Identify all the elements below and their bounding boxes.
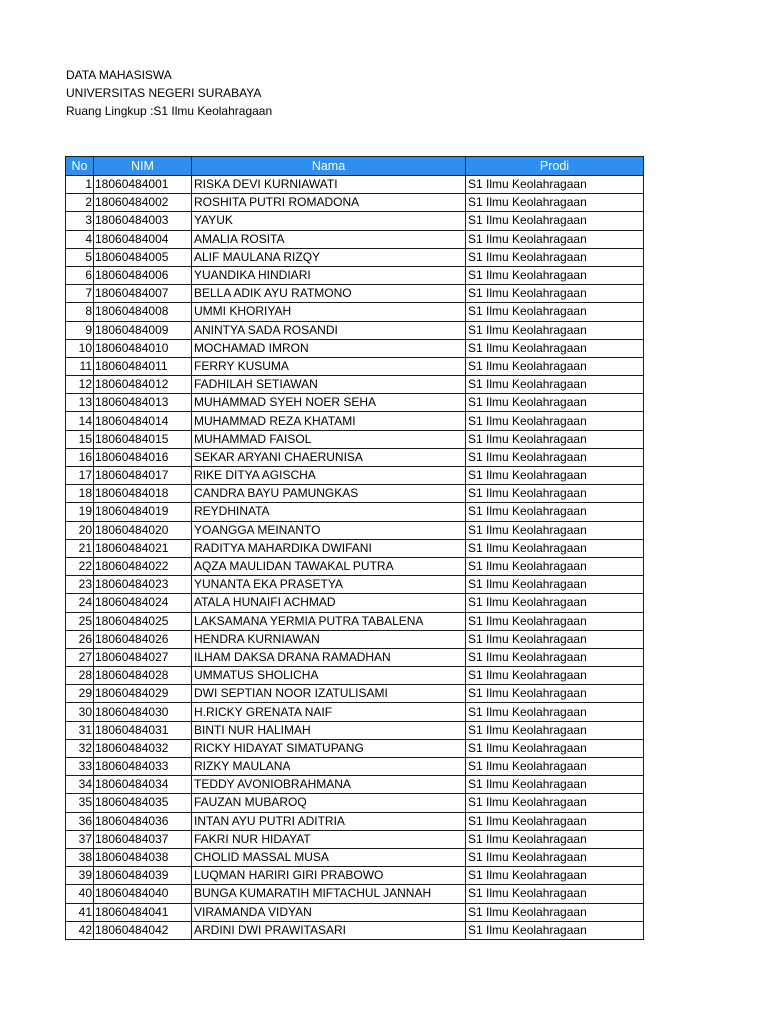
table-row xyxy=(66,576,644,594)
cell-no: 27 xyxy=(66,648,94,666)
university-name: UNIVERSITAS NEGERI SURABAYA xyxy=(66,86,262,100)
cell-prodi: S1 Ilmu Keolahragaan xyxy=(466,557,644,575)
cell-no: 15 xyxy=(66,430,94,448)
cell-prodi: S1 Ilmu Keolahragaan xyxy=(466,321,644,339)
cell-nama: RICKY HIDAYAT SIMATUPANG xyxy=(192,739,466,757)
table-row xyxy=(66,230,644,248)
cell-prodi: S1 Ilmu Keolahragaan xyxy=(466,667,644,685)
cell-nama: FAKRI NUR HIDAYAT xyxy=(192,830,466,848)
table-row xyxy=(66,812,644,830)
cell-no: 4 xyxy=(66,230,94,248)
table-row xyxy=(66,176,644,194)
cell-prodi: S1 Ilmu Keolahragaan xyxy=(466,176,644,194)
cell-nama: UMMATUS SHOLICHA xyxy=(192,667,466,685)
cell-no: 3 xyxy=(66,212,94,230)
cell-nim: 18060484028 xyxy=(94,667,192,685)
cell-no: 12 xyxy=(66,376,94,394)
table-row xyxy=(66,685,644,703)
cell-no: 18 xyxy=(66,485,94,503)
cell-nim: 18060484035 xyxy=(94,794,192,812)
table-row xyxy=(66,648,644,666)
cell-prodi: S1 Ilmu Keolahragaan xyxy=(466,303,644,321)
cell-prodi: S1 Ilmu Keolahragaan xyxy=(466,612,644,630)
cell-prodi: S1 Ilmu Keolahragaan xyxy=(466,521,644,539)
cell-prodi: S1 Ilmu Keolahragaan xyxy=(466,903,644,921)
cell-no: 40 xyxy=(66,885,94,903)
cell-prodi: S1 Ilmu Keolahragaan xyxy=(466,685,644,703)
cell-no: 31 xyxy=(66,721,94,739)
cell-prodi: S1 Ilmu Keolahragaan xyxy=(466,503,644,521)
cell-prodi: S1 Ilmu Keolahragaan xyxy=(466,648,644,666)
cell-nim: 18060484015 xyxy=(94,430,192,448)
cell-nama: MOCHAMAD IMRON xyxy=(192,339,466,357)
cell-no: 23 xyxy=(66,576,94,594)
table-header-row xyxy=(66,157,644,176)
table-row xyxy=(66,594,644,612)
cell-nama: FADHILAH SETIAWAN xyxy=(192,376,466,394)
cell-nama: ROSHITA PUTRI ROMADONA xyxy=(192,194,466,212)
cell-no: 19 xyxy=(66,503,94,521)
table-row xyxy=(66,776,644,794)
cell-no: 37 xyxy=(66,830,94,848)
student-table xyxy=(65,156,644,940)
table-row xyxy=(66,848,644,866)
cell-nim: 18060484013 xyxy=(94,394,192,412)
cell-no: 8 xyxy=(66,303,94,321)
table-row xyxy=(66,739,644,757)
cell-nama: ILHAM DAKSA DRANA RAMADHAN xyxy=(192,648,466,666)
cell-prodi: S1 Ilmu Keolahragaan xyxy=(466,594,644,612)
cell-no: 16 xyxy=(66,448,94,466)
table-row xyxy=(66,321,644,339)
cell-prodi: S1 Ilmu Keolahragaan xyxy=(466,739,644,757)
table-row xyxy=(66,485,644,503)
cell-nama: YUANDIKA HINDIARI xyxy=(192,266,466,284)
table-row xyxy=(66,467,644,485)
cell-nama: AQZA MAULIDAN TAWAKAL PUTRA xyxy=(192,557,466,575)
table-row xyxy=(66,903,644,921)
cell-nim: 18060484023 xyxy=(94,576,192,594)
cell-nama: MUHAMMAD REZA KHATAMI xyxy=(192,412,466,430)
cell-prodi: S1 Ilmu Keolahragaan xyxy=(466,485,644,503)
cell-nama: FERRY KUSUMA xyxy=(192,357,466,375)
cell-no: 2 xyxy=(66,194,94,212)
cell-nim: 18060484001 xyxy=(94,176,192,194)
cell-nim: 18060484008 xyxy=(94,303,192,321)
cell-nama: ARDINI DWI PRAWITASARI xyxy=(192,921,466,939)
cell-nim: 18060484025 xyxy=(94,612,192,630)
cell-nama: TEDDY AVONIOBRAHMANA xyxy=(192,776,466,794)
cell-no: 7 xyxy=(66,285,94,303)
table-row xyxy=(66,412,644,430)
cell-prodi: S1 Ilmu Keolahragaan xyxy=(466,867,644,885)
cell-prodi: S1 Ilmu Keolahragaan xyxy=(466,885,644,903)
table-row xyxy=(66,703,644,721)
cell-nim: 18060484007 xyxy=(94,285,192,303)
table-row xyxy=(66,758,644,776)
cell-no: 25 xyxy=(66,612,94,630)
cell-prodi: S1 Ilmu Keolahragaan xyxy=(466,339,644,357)
cell-nama: BUNGA KUMARATIH MIFTACHUL JANNAH xyxy=(192,885,466,903)
cell-no: 42 xyxy=(66,921,94,939)
table-row xyxy=(66,630,644,648)
table-row xyxy=(66,539,644,557)
cell-nim: 18060484039 xyxy=(94,867,192,885)
table-row xyxy=(66,794,644,812)
cell-prodi: S1 Ilmu Keolahragaan xyxy=(466,194,644,212)
cell-nama: RADITYA MAHARDIKA DWIFANI xyxy=(192,539,466,557)
cell-nim: 18060484038 xyxy=(94,848,192,866)
cell-nama: DWI SEPTIAN NOOR IZATULISAMI xyxy=(192,685,466,703)
table-row xyxy=(66,612,644,630)
cell-prodi: S1 Ilmu Keolahragaan xyxy=(466,212,644,230)
cell-no: 39 xyxy=(66,867,94,885)
cell-nama: ATALA HUNAIFI ACHMAD xyxy=(192,594,466,612)
cell-prodi: S1 Ilmu Keolahragaan xyxy=(466,812,644,830)
cell-nim: 18060484004 xyxy=(94,230,192,248)
cell-prodi: S1 Ilmu Keolahragaan xyxy=(466,721,644,739)
table-row xyxy=(66,667,644,685)
cell-no: 35 xyxy=(66,794,94,812)
cell-nim: 18060484011 xyxy=(94,357,192,375)
cell-nim: 18060484002 xyxy=(94,194,192,212)
table-row xyxy=(66,721,644,739)
cell-no: 26 xyxy=(66,630,94,648)
cell-nim: 18060484018 xyxy=(94,485,192,503)
table-row xyxy=(66,394,644,412)
cell-nama: LUQMAN HARIRI GIRI PRABOWO xyxy=(192,867,466,885)
table-row xyxy=(66,303,644,321)
cell-nama: AMALIA ROSITA xyxy=(192,230,466,248)
cell-nama: RIKE DITYA AGISCHA xyxy=(192,467,466,485)
cell-prodi: S1 Ilmu Keolahragaan xyxy=(466,430,644,448)
cell-nama: INTAN AYU PUTRI ADITRIA xyxy=(192,812,466,830)
cell-nama: YOANGGA MEINANTO xyxy=(192,521,466,539)
cell-prodi: S1 Ilmu Keolahragaan xyxy=(466,848,644,866)
table-row xyxy=(66,885,644,903)
table-row xyxy=(66,921,644,939)
cell-nim: 18060484020 xyxy=(94,521,192,539)
document-title: DATA MAHASISWA xyxy=(66,68,172,82)
cell-nama: CANDRA BAYU PAMUNGKAS xyxy=(192,485,466,503)
cell-prodi: S1 Ilmu Keolahragaan xyxy=(466,776,644,794)
cell-nim: 18060484012 xyxy=(94,376,192,394)
cell-prodi: S1 Ilmu Keolahragaan xyxy=(466,830,644,848)
table-row xyxy=(66,376,644,394)
table-row xyxy=(66,248,644,266)
cell-nama: BINTI NUR HALIMAH xyxy=(192,721,466,739)
table-row xyxy=(66,867,644,885)
cell-nim: 18060484003 xyxy=(94,212,192,230)
cell-nim: 18060484019 xyxy=(94,503,192,521)
cell-nim: 18060484041 xyxy=(94,903,192,921)
cell-no: 38 xyxy=(66,848,94,866)
header-nama: Nama xyxy=(192,157,466,176)
table-row xyxy=(66,194,644,212)
cell-no: 34 xyxy=(66,776,94,794)
cell-prodi: S1 Ilmu Keolahragaan xyxy=(466,703,644,721)
cell-prodi: S1 Ilmu Keolahragaan xyxy=(466,357,644,375)
cell-nama: REYDHINATA xyxy=(192,503,466,521)
cell-nim: 18060484027 xyxy=(94,648,192,666)
cell-no: 32 xyxy=(66,739,94,757)
table-row xyxy=(66,357,644,375)
cell-nim: 18060484032 xyxy=(94,739,192,757)
document-header xyxy=(66,66,272,120)
cell-nama: ALIF MAULANA RIZQY xyxy=(192,248,466,266)
cell-nim: 18060484030 xyxy=(94,703,192,721)
table-row xyxy=(66,212,644,230)
cell-no: 1 xyxy=(66,176,94,194)
cell-no: 22 xyxy=(66,557,94,575)
cell-nama: YAYUK xyxy=(192,212,466,230)
cell-no: 13 xyxy=(66,394,94,412)
table-row xyxy=(66,339,644,357)
cell-no: 29 xyxy=(66,685,94,703)
cell-nim: 18060484029 xyxy=(94,685,192,703)
cell-no: 9 xyxy=(66,321,94,339)
cell-no: 11 xyxy=(66,357,94,375)
cell-nim: 18060484005 xyxy=(94,248,192,266)
cell-nim: 18060484024 xyxy=(94,594,192,612)
cell-nama: RISKA DEVI KURNIAWATI xyxy=(192,176,466,194)
cell-nim: 18060484017 xyxy=(94,467,192,485)
cell-prodi: S1 Ilmu Keolahragaan xyxy=(466,412,644,430)
cell-prodi: S1 Ilmu Keolahragaan xyxy=(466,794,644,812)
cell-nim: 18060484033 xyxy=(94,758,192,776)
cell-nama: CHOLID MASSAL MUSA xyxy=(192,848,466,866)
cell-nama: VIRAMANDA VIDYAN xyxy=(192,903,466,921)
cell-no: 33 xyxy=(66,758,94,776)
cell-nama: FAUZAN MUBAROQ xyxy=(192,794,466,812)
cell-nim: 18060484042 xyxy=(94,921,192,939)
cell-nama: BELLA ADIK AYU RATMONO xyxy=(192,285,466,303)
cell-nama: RIZKY MAULANA xyxy=(192,758,466,776)
cell-prodi: S1 Ilmu Keolahragaan xyxy=(466,266,644,284)
cell-no: 28 xyxy=(66,667,94,685)
cell-nama: SEKAR ARYANI CHAERUNISA xyxy=(192,448,466,466)
cell-no: 14 xyxy=(66,412,94,430)
cell-nama: LAKSAMANA YERMIA PUTRA TABALENA xyxy=(192,612,466,630)
cell-no: 21 xyxy=(66,539,94,557)
cell-nim: 18060484022 xyxy=(94,557,192,575)
cell-nama: UMMI KHORIYAH xyxy=(192,303,466,321)
cell-nim: 18060484014 xyxy=(94,412,192,430)
cell-no: 5 xyxy=(66,248,94,266)
cell-nama: HENDRA KURNIAWAN xyxy=(192,630,466,648)
cell-prodi: S1 Ilmu Keolahragaan xyxy=(466,758,644,776)
table-row xyxy=(66,503,644,521)
cell-nim: 18060484009 xyxy=(94,321,192,339)
cell-prodi: S1 Ilmu Keolahragaan xyxy=(466,376,644,394)
header-prodi: Prodi xyxy=(466,157,644,176)
cell-prodi: S1 Ilmu Keolahragaan xyxy=(466,467,644,485)
table-row xyxy=(66,285,644,303)
cell-nama: MUHAMMAD SYEH NOER SEHA xyxy=(192,394,466,412)
cell-prodi: S1 Ilmu Keolahragaan xyxy=(466,248,644,266)
header-no: No xyxy=(66,157,94,176)
cell-nama: H.RICKY GRENATA NAIF xyxy=(192,703,466,721)
cell-prodi: S1 Ilmu Keolahragaan xyxy=(466,394,644,412)
table-body xyxy=(66,176,644,940)
cell-nim: 18060484016 xyxy=(94,448,192,466)
cell-prodi: S1 Ilmu Keolahragaan xyxy=(466,576,644,594)
cell-no: 36 xyxy=(66,812,94,830)
cell-nim: 18060484006 xyxy=(94,266,192,284)
cell-nim: 18060484021 xyxy=(94,539,192,557)
cell-nama: MUHAMMAD FAISOL xyxy=(192,430,466,448)
cell-nim: 18060484026 xyxy=(94,630,192,648)
scope-line: Ruang Lingkup :S1 Ilmu Keolahragaan xyxy=(66,104,273,118)
table-row xyxy=(66,830,644,848)
cell-prodi: S1 Ilmu Keolahragaan xyxy=(466,230,644,248)
cell-prodi: S1 Ilmu Keolahragaan xyxy=(466,630,644,648)
cell-no: 30 xyxy=(66,703,94,721)
cell-nim: 18060484037 xyxy=(94,830,192,848)
table-row xyxy=(66,266,644,284)
cell-nim: 18060484036 xyxy=(94,812,192,830)
cell-prodi: S1 Ilmu Keolahragaan xyxy=(466,921,644,939)
cell-prodi: S1 Ilmu Keolahragaan xyxy=(466,448,644,466)
cell-nim: 18060484040 xyxy=(94,885,192,903)
cell-no: 20 xyxy=(66,521,94,539)
cell-no: 24 xyxy=(66,594,94,612)
table-row xyxy=(66,448,644,466)
table-row xyxy=(66,521,644,539)
cell-no: 6 xyxy=(66,266,94,284)
cell-nama: ANINTYA SADA ROSANDI xyxy=(192,321,466,339)
cell-no: 41 xyxy=(66,903,94,921)
cell-prodi: S1 Ilmu Keolahragaan xyxy=(466,539,644,557)
cell-no: 10 xyxy=(66,339,94,357)
cell-nim: 18060484034 xyxy=(94,776,192,794)
cell-prodi: S1 Ilmu Keolahragaan xyxy=(466,285,644,303)
header-nim: NIM xyxy=(94,157,192,176)
cell-no: 17 xyxy=(66,467,94,485)
cell-nim: 18060484010 xyxy=(94,339,192,357)
table-row xyxy=(66,430,644,448)
cell-nim: 18060484031 xyxy=(94,721,192,739)
cell-nama: YUNANTA EKA PRASETYA xyxy=(192,576,466,594)
table-row xyxy=(66,557,644,575)
